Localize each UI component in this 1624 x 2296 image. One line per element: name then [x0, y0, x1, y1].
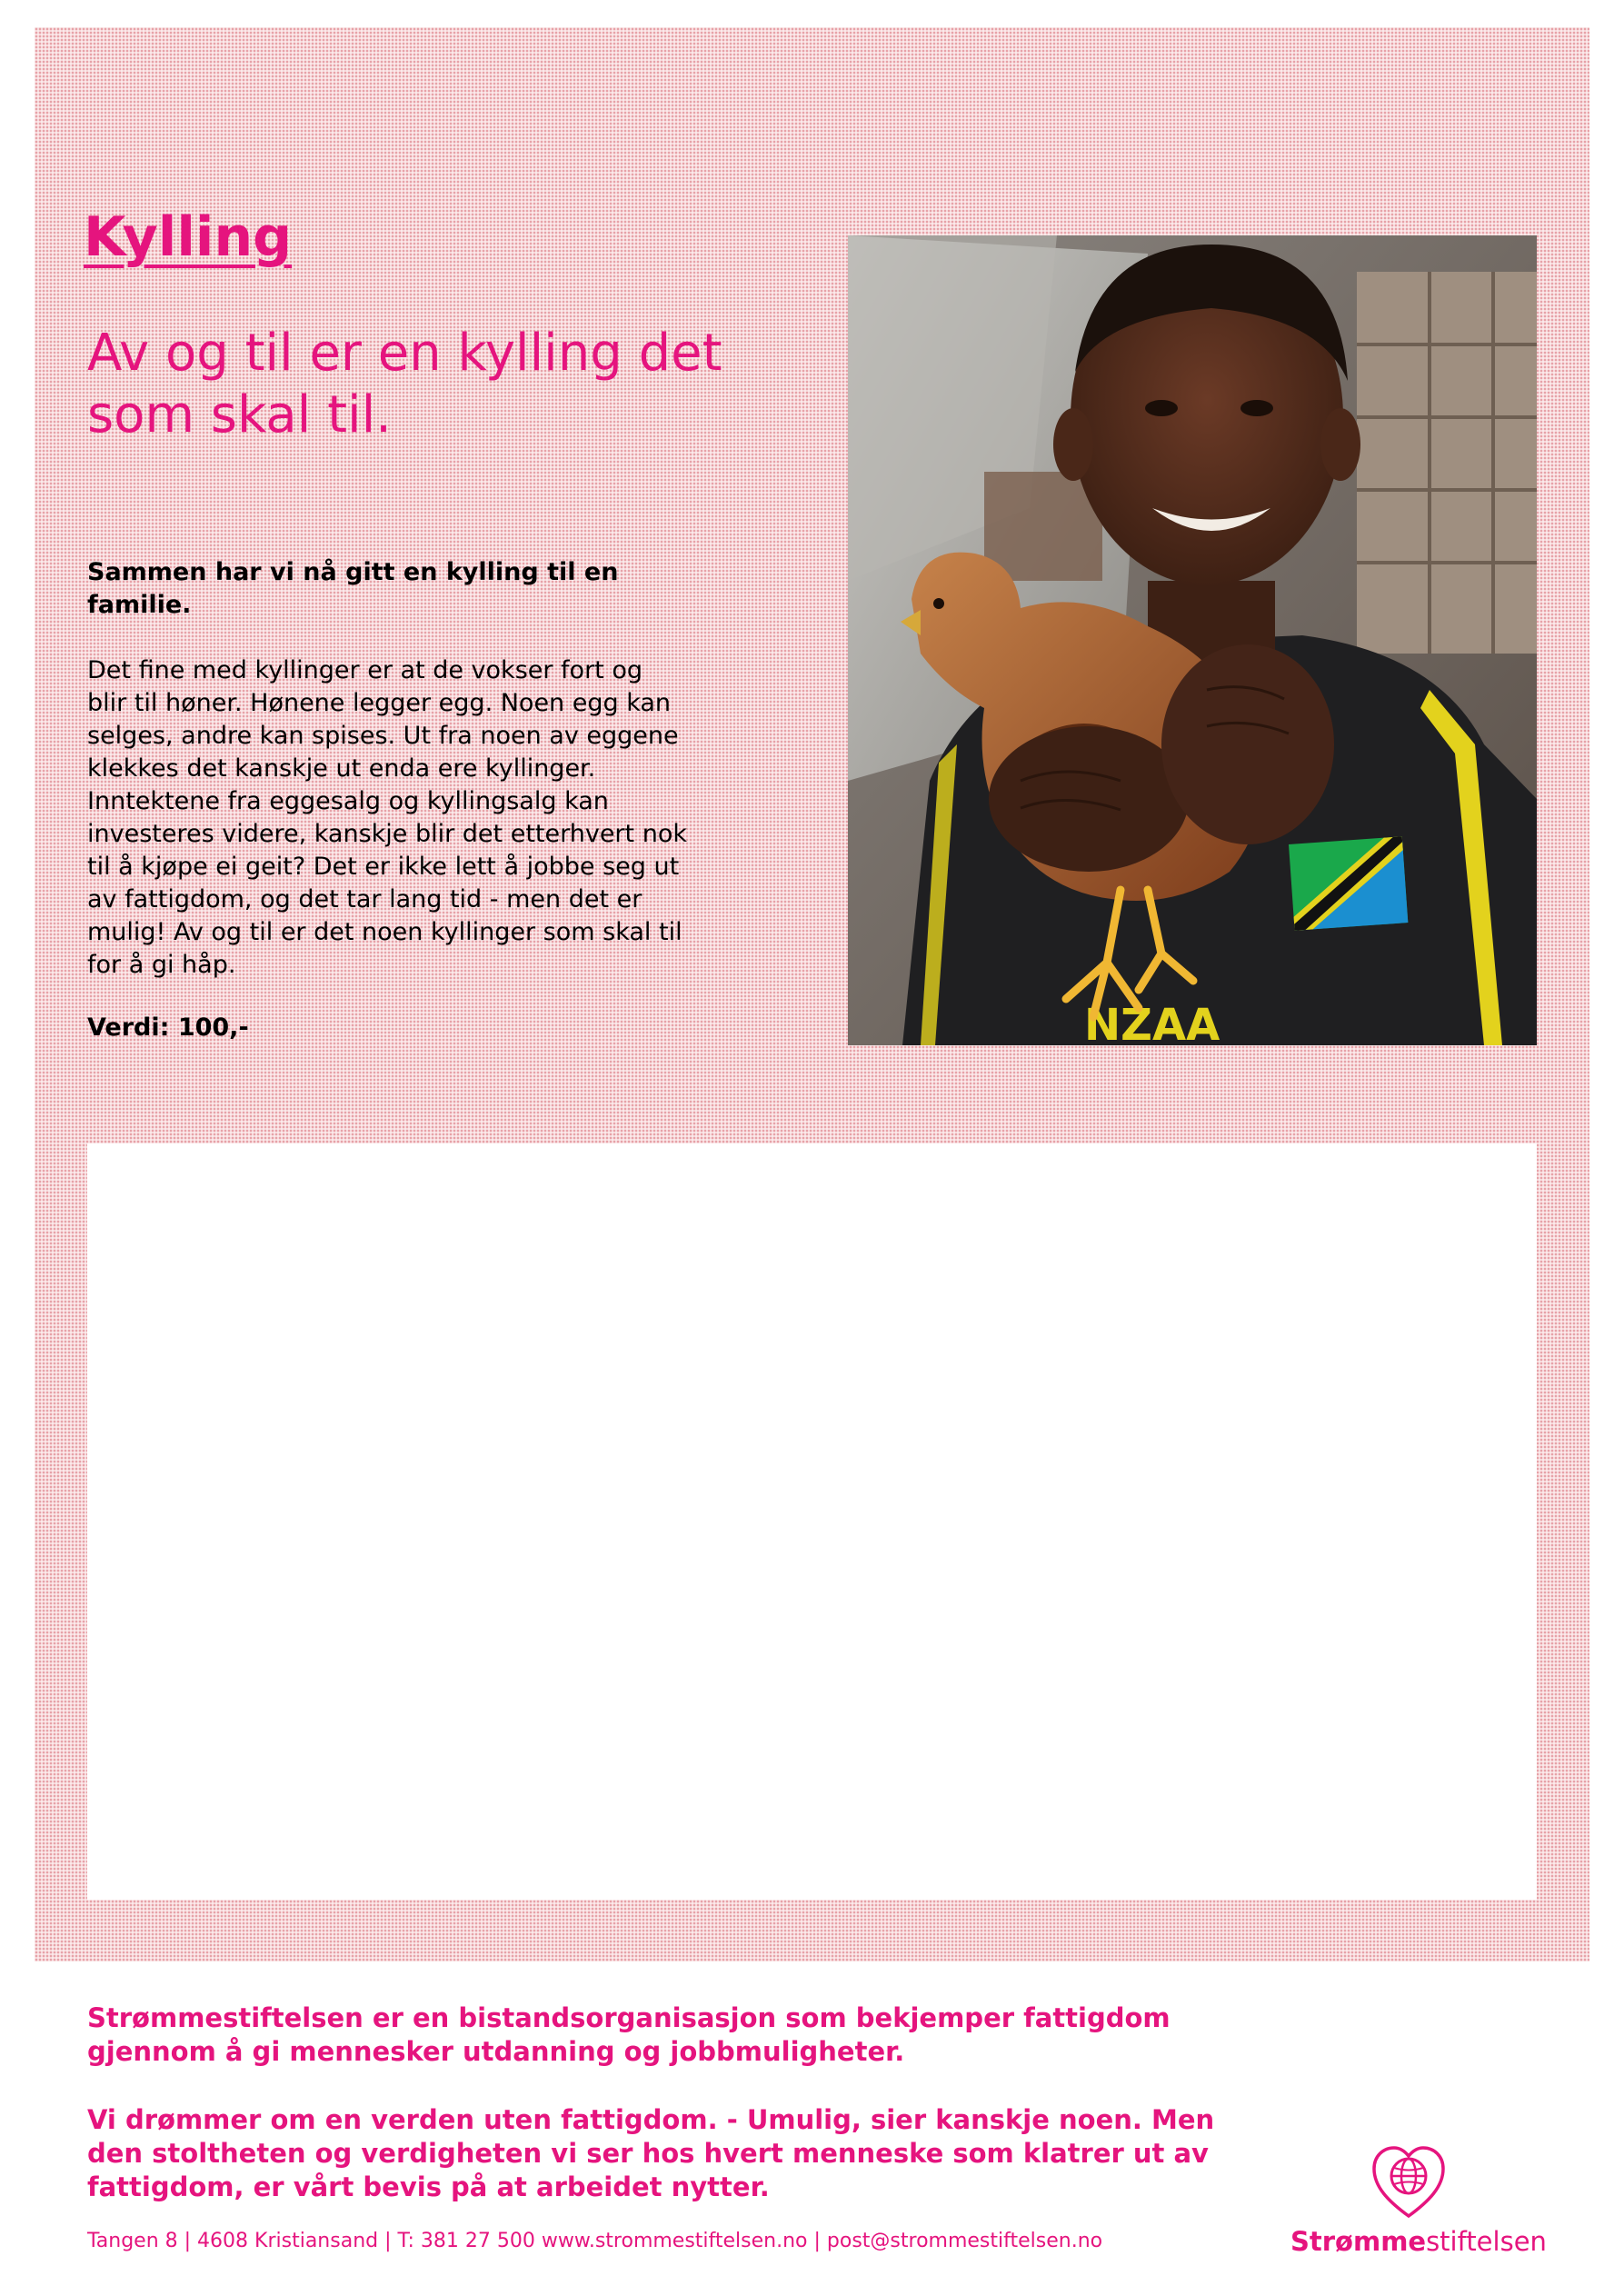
message-area [87, 1143, 1537, 1900]
gift-value: Verdi: 100,- [87, 1013, 249, 1042]
logo-wordmark-bold: Strømme [1290, 2226, 1427, 2257]
heart-globe-logo-icon [1370, 2143, 1447, 2220]
organization-description: Strømmestiftelsen er en bistandsorganisasjon som bekjemper fattigdom gjennom å gi mennesker utdanning og jobbmuligheter. [87, 2002, 1171, 2067]
contact-line: Tangen 8 | 4608 Kristiansand | T: 381 27 500 www.strommestiftelsen.no | post@strommestiftelsen.no [87, 2230, 1103, 2252]
logo-wordmark-regular: stiftelsen [1426, 2226, 1547, 2257]
shirt-text: NZAA [1084, 1000, 1220, 1045]
lead-paragraph: Sammen har vi nå gitt en kylling til en familie. [87, 558, 619, 619]
body-paragraph: Det fine med kyllinger er at de vokser fort og blir til høner. Hønene legger egg. Noen egg kan selges, andre kan spises. Ut fra noen av eggene klekkes det kanskje ut enda ere kyllinger. Inntektene fra eggesalg og kyllingsalg kan investeres videre, kanskje blir det etterhvert nok til å kjøpe ei geit? Det er ikke lett å jobbe seg ut av fattigdom, og det tar lang tid - men det er mulig! Av og til er det noen kyllinger som skal til for å gi håp. [87, 656, 687, 979]
page-title: Kylling [84, 205, 293, 269]
page-subtitle: Av og til er en kylling det som skal til. [87, 324, 722, 444]
logo-wordmark [1290, 2226, 1547, 2257]
photo-boy-with-chicken [848, 235, 1537, 1045]
organization-vision: Vi drømmer om en verden uten fattigdom. - Umulig, sier kanskje noen. Men den stoltheten og verdigheten vi ser hos hvert menneske som klatrer ut av fattigdom, er vårt bevis på at arbeidet nytter. [87, 2104, 1215, 2202]
